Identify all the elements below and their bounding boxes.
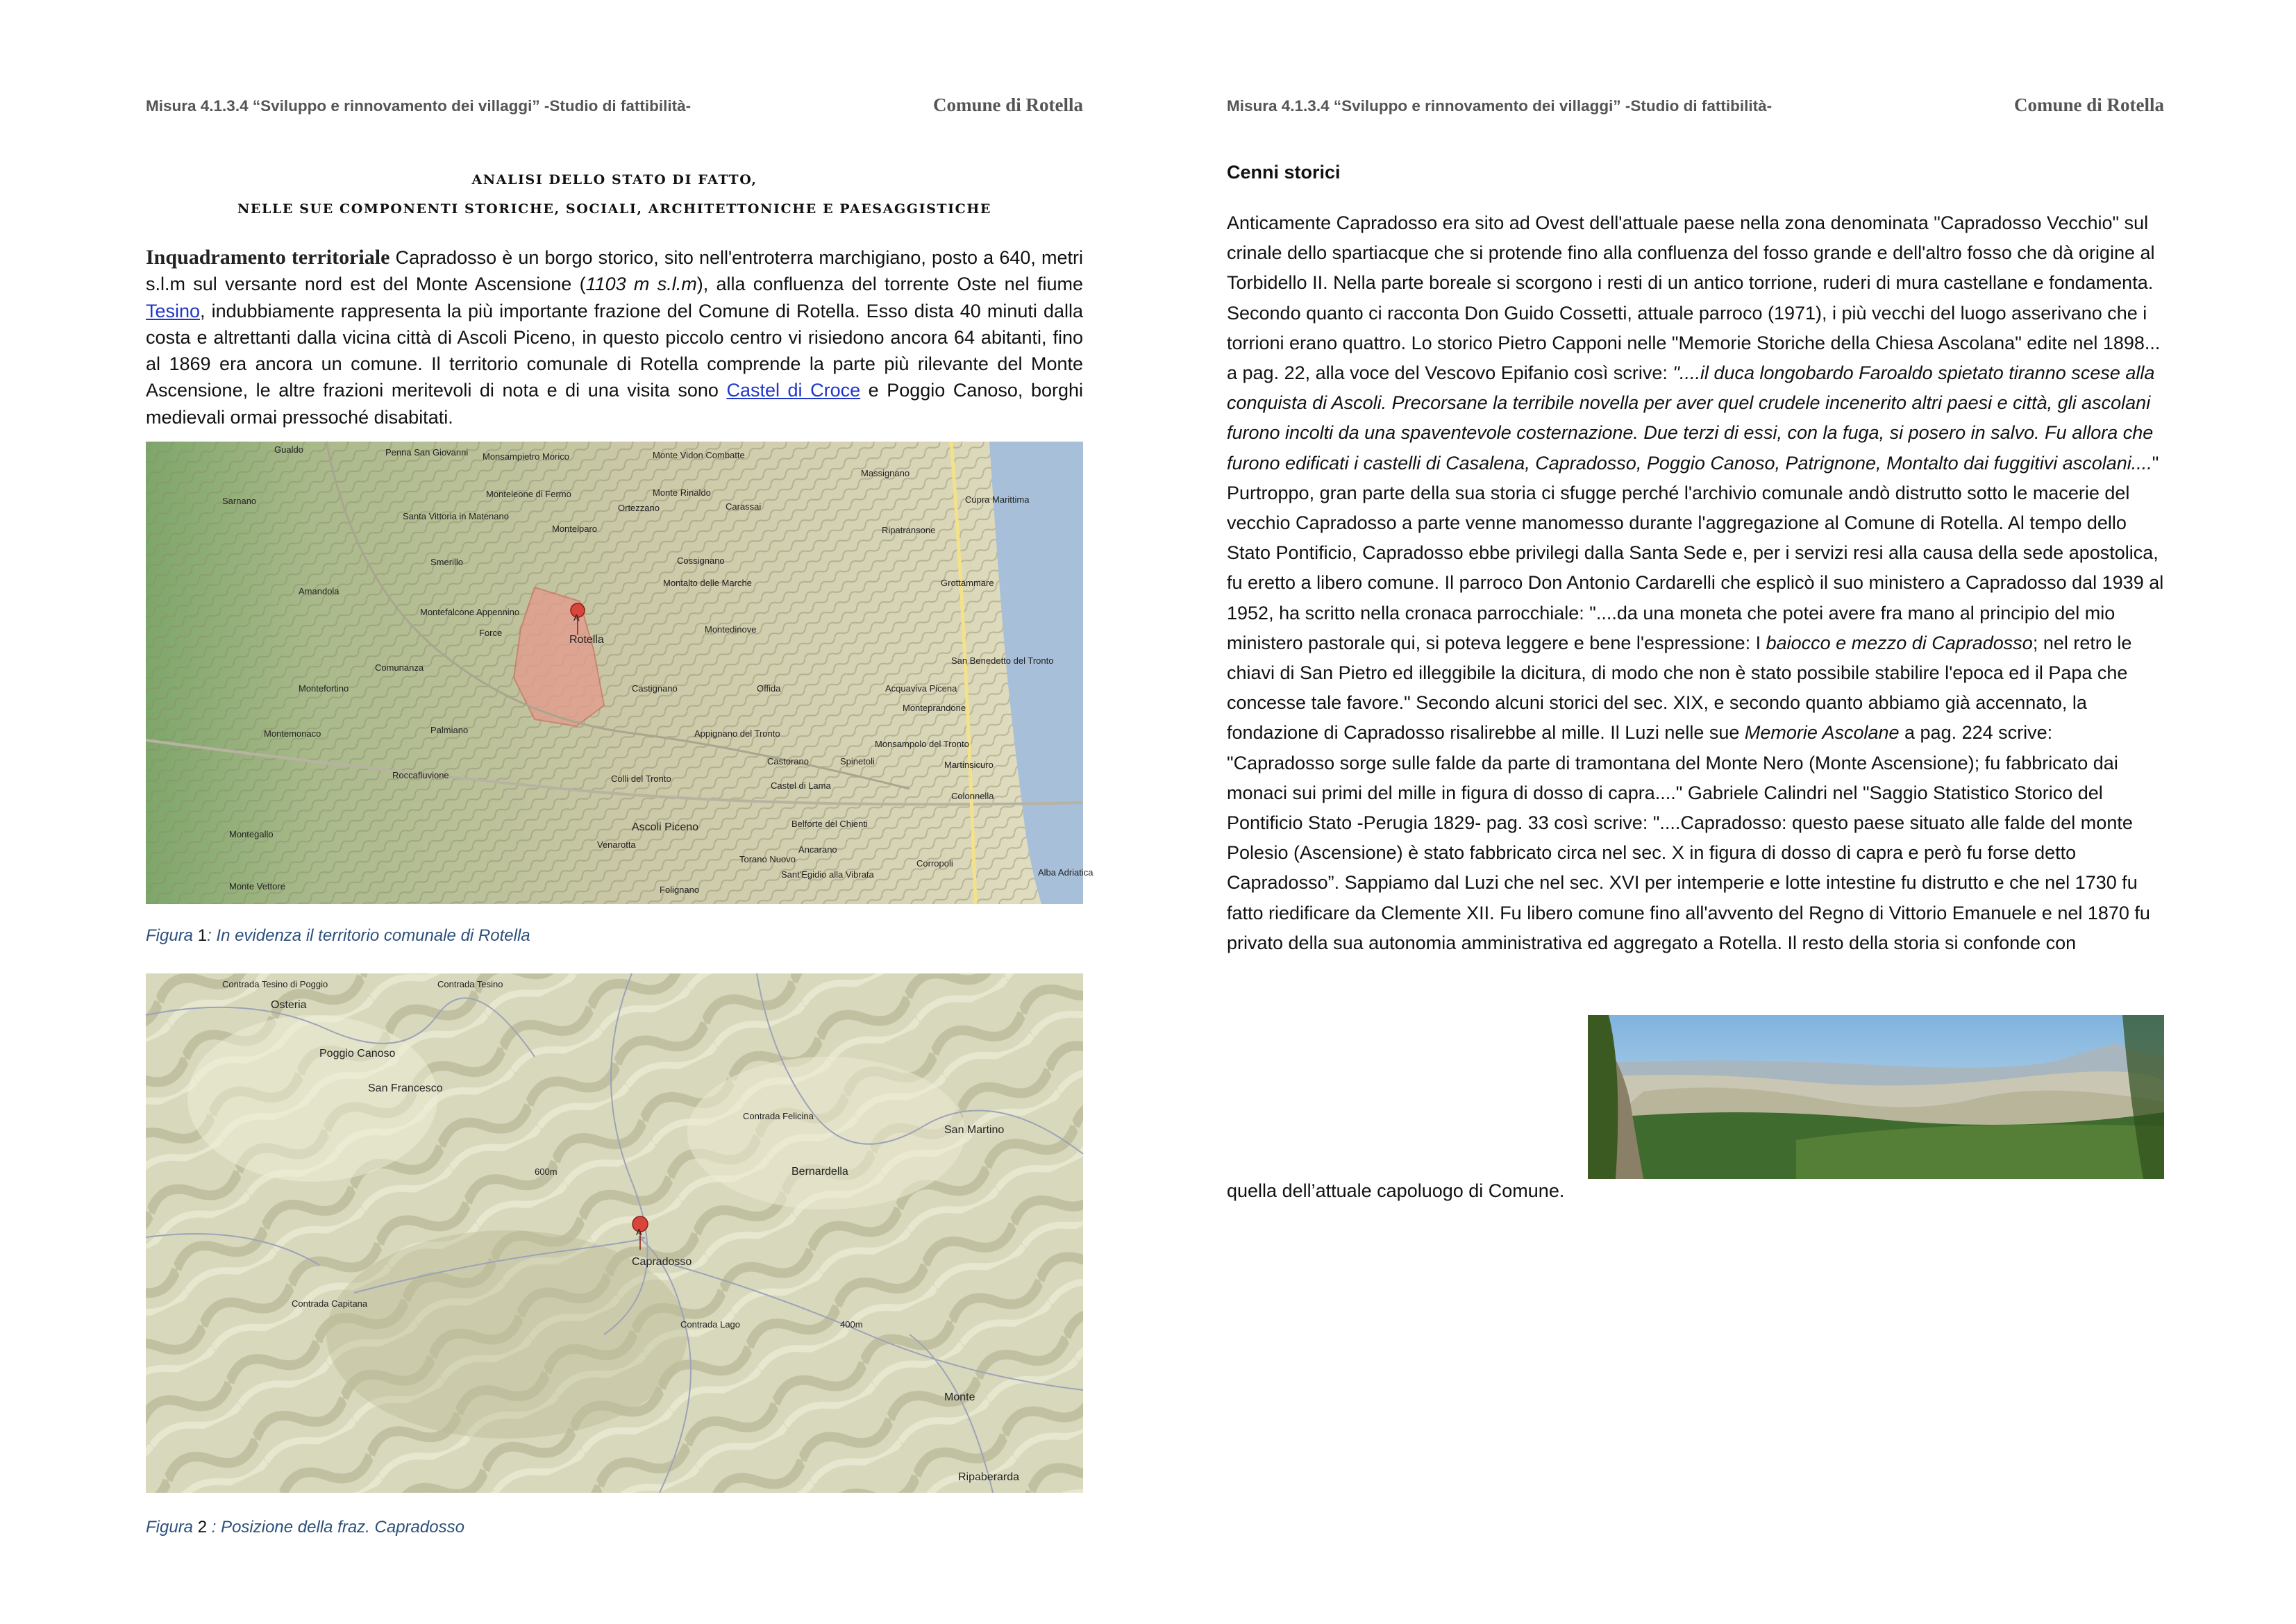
map-label: Sant'Egidio alla Vibrata bbox=[781, 869, 874, 880]
history-heading: Cenni storici bbox=[1227, 162, 1341, 183]
map-label: Massignano bbox=[861, 468, 910, 478]
map-label: Monteleone di Fermo bbox=[486, 489, 571, 499]
map-label: Cossignano bbox=[677, 555, 725, 566]
map-label: Venarotta bbox=[597, 839, 636, 850]
caption-text: : In evidenza il territorio comunale di Rotella bbox=[207, 926, 530, 945]
header-municipality-right: Comune di Rotella bbox=[2014, 94, 2164, 115]
caption-prefix: Figura bbox=[146, 926, 198, 945]
map-label: Ascoli Piceno bbox=[632, 821, 699, 833]
map-label-2: 600m bbox=[535, 1166, 558, 1177]
map-label: Montalto delle Marche bbox=[663, 578, 752, 588]
figure-caption-2 bbox=[146, 1518, 464, 1537]
caption-number: 1 bbox=[197, 926, 208, 945]
map-label: Castignano bbox=[632, 683, 678, 694]
intro-text-3: , indubbiamente rappresenta la più importante frazione del Comune di Rotella. Esso dista 40 minuti dalla costa e altrettanti dalla vicina città di Ascoli Piceno, in questo piccolo centro vi risiedono ancora 64 abitanti, fino al 1869 era ancora un comune. Il territorio comunale di Rotella comprende la parte più rilevante del Monte Ascensione, le altre frazioni meritevoli di nota e di una visita sono bbox=[146, 300, 1083, 401]
map-label: Alba Adriatica bbox=[1038, 867, 1093, 878]
map-label-2: San Martino bbox=[944, 1124, 1005, 1136]
map-label: Force bbox=[479, 628, 503, 638]
map-label: Monte Vidon Combatte bbox=[653, 450, 745, 460]
map-label: Monte Vettore bbox=[229, 881, 285, 891]
map-label: Gualdo bbox=[274, 444, 303, 455]
history-text-3: ; nel retro le chiavi di San Pietro ed illeggibile la dicitura, di modo che non è stato possibile stabilire l'epoca ed il Papa che concesse tale favore." Secondo alcuni storici del sec. XIX, e secondo quanto abbiamo già accennato, la fondazione di Capradosso risalirebbe al mille. Il Luzi nelle sue bbox=[1227, 632, 2132, 744]
map-label: Spinetoli bbox=[840, 756, 875, 767]
history-text-1: Anticamente Capradosso era sito ad Ovest dell'attuale paese nella zona denominata "Capradosso Vecchio" sul crinale dello spartiacque che si protende fino alla confluenza del fosso grande e dell'altro fosso che dà origine al Torbidello II. Nella parte boreale si scorgono i resti di un antico torrione, ruderi di mura castellane e fondamenta. Secondo quanto ci racconta Don Guido Cossetti, attuale parroco (1971), i più vecchi del luogo asserivano che i torrioni erano quattro. Lo storico Pietro Capponi nelle "Memorie Storiche della Chiesa Ascolana" edite nel 1898... a pag. 22, alla voce del Vescovo Epifanio così scrive: bbox=[1227, 212, 2161, 384]
territory-map bbox=[146, 442, 1093, 904]
marker-letter: A bbox=[573, 612, 580, 623]
map-label: Sarnano bbox=[222, 496, 257, 506]
header-municipality: Comune di Rotella bbox=[933, 94, 1083, 115]
map-label: Montemonaco bbox=[264, 728, 321, 739]
caption-text-2: : Posizione della fraz. Capradosso bbox=[207, 1518, 464, 1537]
map-label: Folignano bbox=[660, 885, 700, 895]
tesino-link[interactable]: Tesino bbox=[146, 300, 201, 321]
map-label: Montedinove bbox=[705, 624, 757, 635]
intro-text-2: ), alla confluenza del torrente Oste nel fiume bbox=[696, 274, 1083, 295]
map-label: Carassai bbox=[726, 501, 762, 512]
map-label: Cupra Marittima bbox=[965, 494, 1030, 505]
intro-lead: Inquadramento territoriale bbox=[146, 246, 390, 269]
running-header-right bbox=[1227, 94, 2164, 119]
caption-number-2: 2 bbox=[197, 1518, 208, 1537]
map-label-2: Monte bbox=[944, 1391, 975, 1403]
territory-map-canvas bbox=[146, 442, 1093, 904]
history-tail: quella dell’attuale capoluogo di Comune. bbox=[1227, 1180, 1565, 1201]
map-label: Penna San Giovanni bbox=[385, 447, 469, 458]
history-paragraph bbox=[1227, 208, 2164, 958]
landscape-photo bbox=[1588, 1015, 2164, 1179]
map-label: Castorano bbox=[767, 756, 809, 767]
map-label-2: San Francesco bbox=[368, 1082, 443, 1094]
map-label: Castel di Lama bbox=[771, 780, 831, 791]
map-label-2: Bernardella bbox=[791, 1166, 848, 1178]
capradosso-map bbox=[146, 973, 1083, 1493]
map-label: Colli del Tronto bbox=[611, 773, 671, 784]
header-measure: Misura 4.1.3.4 “Sviluppo e rinnovamento dei villaggi” -Studio di fattibilità- bbox=[146, 97, 692, 115]
map-label: Appignano del Tronto bbox=[694, 728, 780, 739]
map-label: Roccafluvione bbox=[392, 770, 449, 780]
map-label: Acquaviva Picena bbox=[885, 683, 957, 694]
map-label: Ripatransone bbox=[882, 525, 936, 535]
map-label-2: Ripaberarda bbox=[958, 1471, 1020, 1483]
left-page bbox=[146, 0, 1093, 1624]
map-label: Monteprandone bbox=[903, 703, 966, 713]
history-text-2: " Purtroppo, gran parte della sua storia ci sfugge perché l'archivio comunale andò distrutto sotto le macerie del vecchio Capradosso a parte venne manomesso durante l'aggregazione al Comune di Rotella. Al tempo dello Stato Pontificio, Capradosso ebbe privilegi dalla Santa Sede e, per i servizi resi alla causa della sede apostolica, fu eretto a libero comune. Il parroco Don Antonio Cardarelli che esplicò il suo ministero a Capradosso dal 1939 al 1952, ha scritto nella cronaca parrocchiale: "....da una moneta che potei avere fra mano al principio del mio ministero pastorale qui, si poteva leggere e bene l'espressione: I bbox=[1227, 452, 2164, 653]
castel-di-croce-link[interactable]: Castel di Croce bbox=[726, 380, 861, 401]
map-label: Ortezzano bbox=[618, 503, 660, 513]
intro-text-4: e Poggio Canoso, borghi medievali ormai pressoché disabitati. bbox=[146, 380, 1084, 428]
intro-altitude: 1103 m s.l.m bbox=[585, 274, 697, 295]
map-label: Monte Rinaldo bbox=[653, 487, 711, 498]
book-title: Memorie Ascolane bbox=[1744, 722, 1900, 744]
map-label: Montegallo bbox=[229, 829, 274, 839]
header-measure-right: Misura 4.1.3.4 “Sviluppo e rinnovamento dei villaggi” -Studio di fattibilità- bbox=[1227, 97, 1773, 115]
map-label: Rotella bbox=[569, 634, 604, 646]
intro-paragraph bbox=[146, 244, 1083, 430]
capradosso-map-canvas bbox=[146, 973, 1083, 1493]
figure-caption-1 bbox=[146, 926, 530, 946]
map-label: Belforte del Chienti bbox=[791, 819, 868, 829]
map-label: Grottammare bbox=[941, 578, 994, 588]
map-label: Colonnella bbox=[951, 791, 994, 801]
caption-prefix-2: Figura bbox=[146, 1518, 198, 1537]
map-label-2: Osteria bbox=[271, 999, 307, 1011]
map-label: Amandola bbox=[299, 586, 340, 596]
map-label-2: Contrada Tesino bbox=[437, 979, 503, 989]
map-label-2: Contrada Tesino di Poggio bbox=[222, 979, 328, 989]
map-label-2: 400m bbox=[840, 1319, 863, 1330]
map-label: Monsampietro Morico bbox=[483, 451, 569, 462]
map-label: Palmiano bbox=[430, 725, 469, 735]
map-label: Offida bbox=[757, 683, 781, 694]
landscape-photo-canvas bbox=[1588, 1015, 2164, 1179]
map-label: Santa Vittoria in Matenano bbox=[403, 511, 509, 521]
history-text-4: a pag. 224 scrive: "Capradosso sorge sulle falde da parte di tramontana del Monte Nero (Monte Ascensione); fu fabbricato dai monaci sui primi del mille in figura di dosso di capra...." Gabriele Calindri nel "Saggio Statistico Storico del Pontificio Stato -Perugia 1829- pag. 33 così scrive: "....Capradosso: questo paese situato alle falde del monte Polesio (Ascensione) è stato fabbricato circa nel sec. X in figura di dosso di capra e però fu forse detto Capradosso”. Sappiamo dal Luzi che nel sec. XVI per intemperie e lotte intestine fu distrutto e che nel 1730 fu fatto riedificare da Clemente XII. Fu libero comune fino all'avvento del Regno di Vittorio Emanuele e nel 1870 fu privato della sua autonomia amministrativa ed aggregato a Rotella. Il resto della storia si confonde con bbox=[1227, 722, 2150, 953]
map-label: San Benedetto del Tronto bbox=[951, 655, 1054, 666]
map-label-2: Contrada Felicina bbox=[743, 1111, 814, 1121]
map-label-2: Poggio Canoso bbox=[319, 1048, 396, 1060]
map-label: Corropoli bbox=[916, 858, 953, 869]
history-quote: "....il duca longobardo Faroaldo spietato tiranno scese alla conquista di Ascoli. Precorsane la terribile novella per aver quel crudele incenerito altri paesi e città, gli ascolani furono incolti da una spaventevole costernazione. Due terzi di essi, con la fuga, si posero in salvo. Fu allora che furono edificati i castelli di Casalena, Capradosso, Poggio Canoso, Patrignone, Montalto dai fuggitivi ascolani.... bbox=[1227, 362, 2155, 474]
coin-name: baiocco e mezzo di Capradosso bbox=[1766, 632, 2033, 653]
right-page bbox=[1227, 0, 2164, 1624]
map-label-2: Capradosso bbox=[632, 1256, 692, 1268]
map-label-2: Contrada Capitana bbox=[292, 1298, 368, 1309]
section-title bbox=[146, 165, 1083, 224]
section-title-line-1: ANALISI DELLO STATO DI FATTO, bbox=[471, 172, 757, 187]
map-label-2: Contrada Lago bbox=[680, 1319, 741, 1330]
map-label: Martinsicuro bbox=[944, 760, 994, 770]
map-label: Monsampolo del Tronto bbox=[875, 739, 969, 749]
map-label: Torano Nuovo bbox=[739, 854, 796, 864]
map-label: Montelparo bbox=[552, 524, 598, 534]
map-label: Montefortino bbox=[299, 683, 349, 694]
map-label: Montefalcone Appennino bbox=[420, 607, 520, 617]
running-header bbox=[146, 94, 1083, 119]
marker-letter-2: A bbox=[636, 1227, 642, 1237]
section-title-line-2: NELLE SUE COMPONENTI STORICHE, SOCIALI, ARCHITETTONICHE E PAESAGGISTICHE bbox=[237, 201, 992, 217]
map-label: Smerillo bbox=[430, 557, 463, 567]
intro-text-1: Capradosso è un borgo storico, sito nell'entroterra marchigiano, posto a 640, metri s.l.m sul versante nord est del Monte Ascensione ( bbox=[146, 247, 1083, 295]
map-label: Ancarano bbox=[798, 844, 837, 855]
map-label: Comunanza bbox=[375, 662, 424, 673]
